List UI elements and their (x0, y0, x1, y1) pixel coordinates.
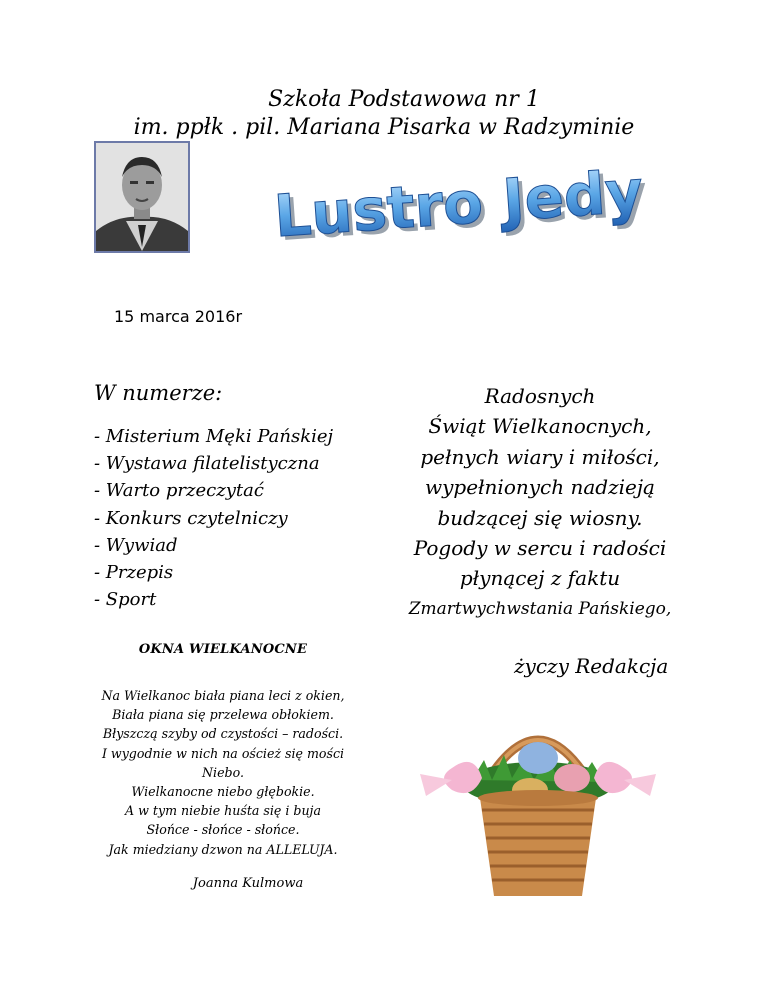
poem-line: Niebo. (202, 764, 244, 780)
wishes-line: płynącej z faktu (459, 566, 621, 591)
school-patron: im. ppłk . pil. Mariana Pisarka w Radzyminie (133, 115, 635, 140)
easter-basket-image (412, 700, 664, 900)
wishes-line: pełnych wiary i miłości, (420, 444, 660, 469)
wishes-line: wypełnionych nadzieją (425, 475, 655, 500)
patron-portrait (94, 141, 190, 253)
poem-line: Słońce - słońce - słońce. (146, 822, 300, 838)
contents-item: - Wystawa filatelistyczna (94, 453, 320, 475)
wishes-signature: życzy Redakcja (514, 654, 669, 678)
wishes-line: Zmartwychwstania Pańskiego, (408, 598, 672, 619)
contents-item: - Konkurs czytelniczy (94, 507, 288, 529)
school-name: Szkoła Podstawowa nr 1 (268, 87, 540, 112)
contents-item: - Warto przeczytać (94, 480, 264, 502)
poem-line: Błyszczą szyby od czystości – radości. (102, 726, 344, 742)
wishes-line: Radosnych (484, 384, 596, 408)
poem-author: Joanna Kulmowa (192, 876, 304, 891)
issue-date: 15 marca 2016r (114, 307, 243, 326)
wishes-line: Świąt Wielkanocnych, (428, 414, 652, 439)
contents-heading: W numerze: (94, 381, 223, 405)
masthead-logo (265, 160, 645, 270)
poem-text (94, 686, 352, 859)
contents-item: - Misterium Męki Pańskiej (94, 426, 334, 447)
poem-line: A w tym niebie huśta się i buja (125, 803, 321, 819)
poem-line: Biała piana się przelewa obłokiem. (112, 707, 334, 723)
contents-item: - Przepis (94, 561, 174, 583)
wishes-line: budzącej się wiosny. (437, 505, 643, 530)
poem-line: Na Wielkanoc biała piana leci z okien, (101, 688, 345, 703)
school-header (0, 86, 768, 142)
poem-line: Wielkanocne niebo głębokie. (131, 784, 315, 800)
poem-line: I wygodnie w nich na oścież się mości (101, 745, 345, 761)
masthead-title: Lustro Jedynki (271, 160, 645, 251)
masthead-title-shadow: Lustro Jedynki (276, 160, 645, 255)
contents-item: - Sport (94, 589, 157, 611)
easter-wishes (400, 381, 680, 624)
contents-list (94, 423, 333, 613)
contents-item: - Wywiad (94, 534, 178, 556)
poem-title: OKNA WIELKANOCNE (138, 642, 308, 657)
wishes-line: Pogody w sercu i radości (413, 536, 667, 561)
poem-line: Jak miedziany dzwon na ALLELUJA. (108, 841, 338, 857)
